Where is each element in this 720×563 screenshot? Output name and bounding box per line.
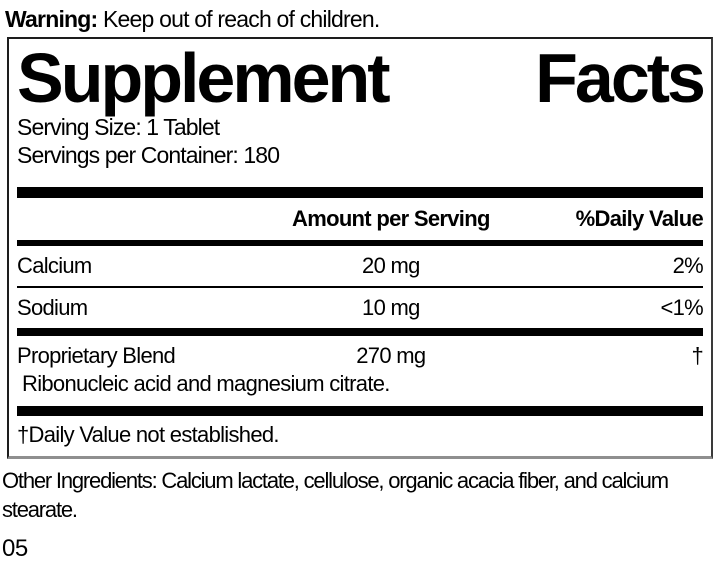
- warning-label: Warning:: [5, 6, 98, 32]
- daily-value-header: %Daily Value: [575, 206, 703, 231]
- proprietary-blend-detail: Ribonucleic acid and magnesium citrate.: [22, 371, 390, 396]
- warning-line: [5, 5, 720, 33]
- serving-size-text: Serving Size: 1 Tablet: [17, 114, 220, 140]
- other-ingredients-text: Other Ingredients: Calcium lactate, cellulose, organic acacia fiber, and calcium stearate.: [2, 468, 668, 522]
- warning-text: Keep out of reach of children.: [97, 6, 380, 32]
- table-row: [17, 336, 703, 369]
- separator-bar-top: [17, 187, 703, 198]
- servings-per-container-text: Servings per Container: 180: [17, 142, 280, 168]
- separator-bar-mid: [17, 328, 703, 336]
- nutrient-daily-value: 2%: [672, 253, 703, 278]
- table-row: [17, 288, 703, 328]
- lot-code: 05: [2, 535, 28, 562]
- table-header-row: [17, 198, 703, 240]
- table-row: [17, 246, 703, 288]
- nutrient-name: Sodium: [17, 295, 88, 320]
- daily-value-footnote: †Daily Value not established.: [17, 422, 279, 447]
- nutrient-daily-value: †: [691, 343, 703, 368]
- panel-title: [17, 39, 703, 117]
- nutrient-daily-value: <1%: [660, 295, 703, 320]
- nutrient-name: Proprietary Blend: [17, 343, 176, 368]
- supplement-facts-panel: [7, 37, 713, 459]
- amount-per-serving-header: Amount per Serving: [292, 206, 490, 231]
- nutrient-amount: 270 mg: [356, 343, 426, 368]
- nutrient-amount: 10 mg: [362, 295, 420, 320]
- separator-bar-foot: [17, 406, 703, 416]
- nutrient-name: Calcium: [17, 253, 92, 278]
- panel-title-facts: Facts: [535, 39, 703, 117]
- nutrient-amount: 20 mg: [362, 253, 420, 278]
- panel-title-supplement: Supplement: [17, 39, 388, 117]
